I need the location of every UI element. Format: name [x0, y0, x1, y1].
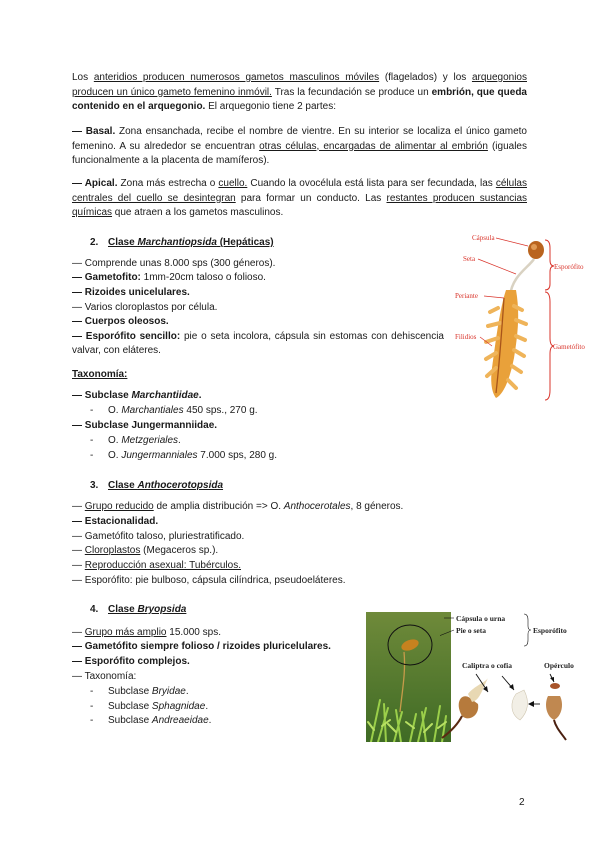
anthocerotopsida-cloroplastos: — Cloroplastos (Megaceros sp.). — [72, 545, 219, 556]
anthocerotopsida-esporofito: — Esporófito: pie bulboso, cápsula cilíndrica, pseudoeláteres. — [72, 575, 346, 586]
marchantiopsida-rizoides: — Rizoides unicelulares. — [72, 287, 190, 298]
label-gametofito: Gametófito — [553, 343, 585, 351]
moss-sporophyte-diagram — [440, 612, 600, 742]
capsule-with-operculum — [546, 683, 566, 740]
section-heading-marchantiopsida: 2. Clase Marchantiopsida (Hepáticas) — [90, 237, 274, 248]
label-capsula: Cápsula — [472, 234, 495, 242]
label-pie-seta: Pie o seta — [456, 626, 486, 635]
label-seta: Seta — [463, 255, 476, 263]
orden-metzgeriales: - O. Metzgeriales. — [90, 435, 181, 446]
label-operculo: Opérculo — [544, 661, 574, 670]
anthocerotopsida-grupo-reducido: — Grupo reducido de amplia distribución => O. Anthocerotales, 8 géneros. — [72, 501, 404, 512]
basal-paragraph: — Basal. Zona ensanchada, recibe el nombre de vientre. En su interior se localiza el único gameto femenino. A su alrededor se encuentran otras células, encargadas de alimentar al embrión (iguales funcionalmente a la placenta de mamíferos). — [72, 126, 527, 166]
moss-photo — [366, 612, 451, 742]
intro-paragraph: Los anteridios producen numerosos gametos masculinos móviles (flagelados) y los arquegonios producen un único gameto femenino inmóvil. Tras la fecundación se produce un embrión, que queda contenido en el arquegonio. El arquegonio tiene 2 partes: — [72, 72, 527, 112]
subclase-jungermanniidae: — Subclase Jungermanniidae. — [72, 420, 218, 431]
orden-jungermanniales: - O. Jungermanniales 7.000 sps, 280 g. — [90, 450, 278, 461]
hepatica-diagram — [446, 228, 600, 403]
subclase-andreaeidae: - Subclase Andreaeidae. — [90, 715, 212, 726]
subclase-bryidae: - Subclase Bryidae. — [90, 686, 189, 697]
marchantiopsida-esporofito: — Esporófito sencillo: pie o seta incolora, cápsula sin estomas con dehiscencia valvar, con eláteres. — [72, 331, 444, 356]
label-esporofito-moss: Esporófito — [533, 626, 567, 635]
subclase-marchantiidae: — Subclase Marchantiidae. — [72, 390, 202, 401]
anthocerotopsida-gametofito: — Gametófito taloso, pluriestratificado. — [72, 531, 245, 542]
label-esporofito: Esporófito — [554, 263, 584, 271]
capsule-with-calyptra — [442, 678, 488, 738]
detached-calyptra — [512, 690, 528, 720]
label-capsula-urna: Cápsula o urna — [456, 614, 506, 623]
page-number: 2 — [519, 797, 525, 808]
marchantiopsida-species-count: — Comprende unas 8.000 sps (300 géneros). — [72, 258, 276, 269]
section-heading-anthocerotopsida: 3. Clase Anthocerotopsida — [90, 480, 224, 491]
marchantiopsida-cuerpos-oleosos: — Cuerpos oleosos. — [72, 316, 169, 327]
taxonomia-heading: Taxonomía: — [72, 369, 128, 380]
capsule-shape — [528, 241, 544, 259]
label-periante: Periante — [455, 292, 478, 300]
anthocerotopsida-estacionalidad: — Estacionalidad. — [72, 516, 159, 527]
label-filidios: Filidios — [455, 333, 477, 341]
anthocerotopsida-reproduccion: — Reproducción asexual: Tubérculos. — [72, 560, 241, 571]
subclase-sphagnidae: - Subclase Sphagnidae. — [90, 701, 209, 712]
marchantiopsida-cloroplastos: — Varios cloroplastos por célula. — [72, 302, 218, 313]
bryopsida-gametofito: — Gametófito siempre folioso / rizoides pluricelulares. — [72, 641, 331, 652]
bryopsida-taxonomia: — Taxonomía: — [72, 671, 137, 682]
orden-marchantiales: - O. Marchantiales 450 sps., 270 g. — [90, 405, 258, 416]
marchantiopsida-gametofito: — Gametofito: 1mm-20cm taloso o folioso. — [72, 272, 266, 283]
bryopsida-grupo-amplio: — Grupo más amplio 15.000 sps. — [72, 627, 221, 638]
label-caliptra: Caliptra o cofia — [462, 661, 512, 670]
bryopsida-esporofito: — Esporófito complejos. — [72, 656, 190, 667]
section-heading-bryopsida: 4. Clase Bryopsida — [90, 604, 187, 615]
apical-paragraph: — Apical. Zona más estrecha o cuello. Cuando la ovocélula está lista para ser fecundada, las células centrales del cuello se desintegran para formar un conducto. Las restantes producen sustancias químicas que atraen a los gametos masculinos. — [72, 178, 527, 218]
